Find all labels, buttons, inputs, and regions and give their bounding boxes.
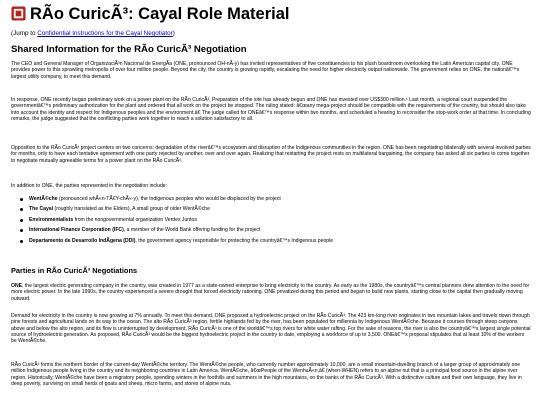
party-name: WentÃ©che [29, 196, 58, 202]
court-ruling-paragraph: In response, ONE recently began preliminary work on a power plant on the RÃo CuricÃ³. Preparation of the site has already begun and ONE has invested over US$300 million.¹ Last month, a regional court suspended the governmentâ€™s preliminary authorization for the plant and ordered that all work on the project be stopped. The ruling stated: â€œany mega-project should be compatible with the requirements of the country, but should also take into account the identity and respect for Indigenous peoples and the environment.â€ The judge called for ONEâ€™s response within two months, and scheduled a hearing to reconsider the stop-work order at that time. In concluding remarks, the judge suggested that the conflicting parties work together to reach a solution satisfactory to all. [11, 97, 531, 122]
list-item [11, 217, 531, 223]
jump-prefix: (Jump to [11, 30, 38, 37]
bullet-icon [20, 219, 23, 222]
party-desc: , the government agency responsible for protecting the countryâ€™s Indigenous people [135, 237, 334, 244]
party-desc: from the nongovernmental organization Verdes Juntos [73, 216, 197, 223]
party-name: Departamento de Desarrollo IndÃgena (DDI) [29, 237, 136, 244]
jump-note [11, 30, 175, 38]
one-paragraph [11, 283, 531, 302]
page-title-text: RÃo CuricÃ³: Cayal Role Material [30, 5, 290, 23]
list-item [11, 206, 531, 212]
list-item [11, 238, 531, 244]
document-logo-icon [11, 6, 26, 21]
party-desc: (roughly translated as the Elders), A small group of older WentÃ©che [53, 206, 210, 213]
jump-suffix: ) [172, 30, 175, 37]
bullet-icon [20, 240, 23, 243]
list-item [11, 227, 531, 233]
party-desc: (pronounced whÃ«n-TÃ€Y-chÃ«-y), the Indigenous peoples who would be displaced by the project [57, 196, 281, 202]
confidential-instructions-link[interactable]: Confidential Instructions for the Cayal Negotiator [37, 30, 173, 37]
party-name: International Finance Corporation (IFC) [29, 227, 124, 234]
section-heading: Shared Information for the RÃo CuricÃ³ Negotiation [11, 44, 247, 55]
party-name: The Cayal [29, 206, 54, 213]
parties-heading: Parties in RÃo CuricÃ³ Negotiations [11, 266, 138, 275]
bullet-icon [20, 208, 23, 211]
homeland-paragraph: RÃo CuricÃ³ forms the northern border of the current-day WentÃ©che territory. The WentÃ©che people, who currently number approximately 10,000, are a small mountain-dwelling branch of a larger group of approximately one million Indigenous people living in the country and its neighboring countries in Latin America. WentÃ©che, â€œPeople of the WenhuÃ«n,â€ (when-WHEN) refers to an alpine nut that is a principal food source in the alpine river region. Historically, WentÃ©che have been a migratory people, spending winters in the foothills and summers in the high mountains, on the banks of the RÃo CuricÃ³. With a distinctive culture and their own language, they live in deep poverty, surviving on small herds of goats and sheep, micro farms, and stores of alpine nuts. [11, 362, 522, 387]
party-desc: , a member of the World Bank offering funding for the project [123, 227, 261, 234]
page-title [11, 5, 531, 23]
bullet-icon [20, 198, 23, 201]
intro-paragraph: The CEO and General Manager of OrganizaciÃ³n Nacional de EnergÃa (ONE, pronounced OH-nÃ-y) has invited representatives of five constituencies to his plush boardroom overlooking the Latin American capital city. ONE provides power to this sprawling metropolis of over four million people. Beyond the city, the country is growing rapidly, escalating the need for higher electricity output nationwide. The government relies on ONE, the nationâ€™s largest utility company, to meet this demand. [11, 61, 520, 80]
party-name: Environmentalists [29, 216, 74, 223]
demand-paragraph: Demand for electricity in the country is now growing at 7% annually. To meet this demand, ONE proposed a hydroelectric project on the RÃo CuricÃ³. The 423 km-long river originates in two mountain lakes and travels down through pine forests and agricultural lands on its way to the ocean. The alto RÃo CuricÃ³ region, fertile highlands fed by the river, has been populated for millennia by Indigenous WentÃ©che. Because it courses through steep canyons above and below the alto region, and its flow is uninterrupted by development, RÃo CuricÃ³ is one of the worldâ€™s top rivers for white water rafting. For the sake of reasons, the river is also the countryâ€™s largest single potential source of hydroelectric generation. As proposed, RÃo CuricÃ³ would be the biggest hydroelectric project in the country to date, employing a workforce of up to 3,500. ONEâ€™s proposal stipulates that at least 10% of the workers be WentÃ©che. [11, 313, 531, 345]
parties-list [11, 196, 531, 248]
bullet-icon [20, 229, 23, 232]
one-lead: ONE [11, 283, 23, 289]
list-item [11, 196, 531, 202]
parties-intro-paragraph: In addition to ONE, the parties represented in the negotiation include: [11, 183, 168, 189]
opposition-paragraph: Opposition to the RÃo CuricÃ³ project centers on two concerns: degradation of the riverâ€™s ecosystem and disruption of the Indigenous communities in the region. ONE has been negotiating bilaterally with several involved parties for months, only to have each tentative agreement with one party rejected by another, over and over again. Realizing that restarting the project rests on multilateral bargaining, the company has asked all six parties to come together to negotiate mutually agreeable terms for a power plant on the RÃo CuricÃ³. [11, 145, 531, 164]
one-text: , the largest electric generating company in the country, was created in 1977 as a state-owned enterprise to bring electricity to the country. As early as the 1980s, the countryâ€™s central planners drew attention to the need for more electric power. In the late 1990s, the country experienced a severe drought that forced electricity rationing. ONE privatized during this period and began to build new plants, starting close to the capital then gradually moving outward. [11, 283, 530, 302]
